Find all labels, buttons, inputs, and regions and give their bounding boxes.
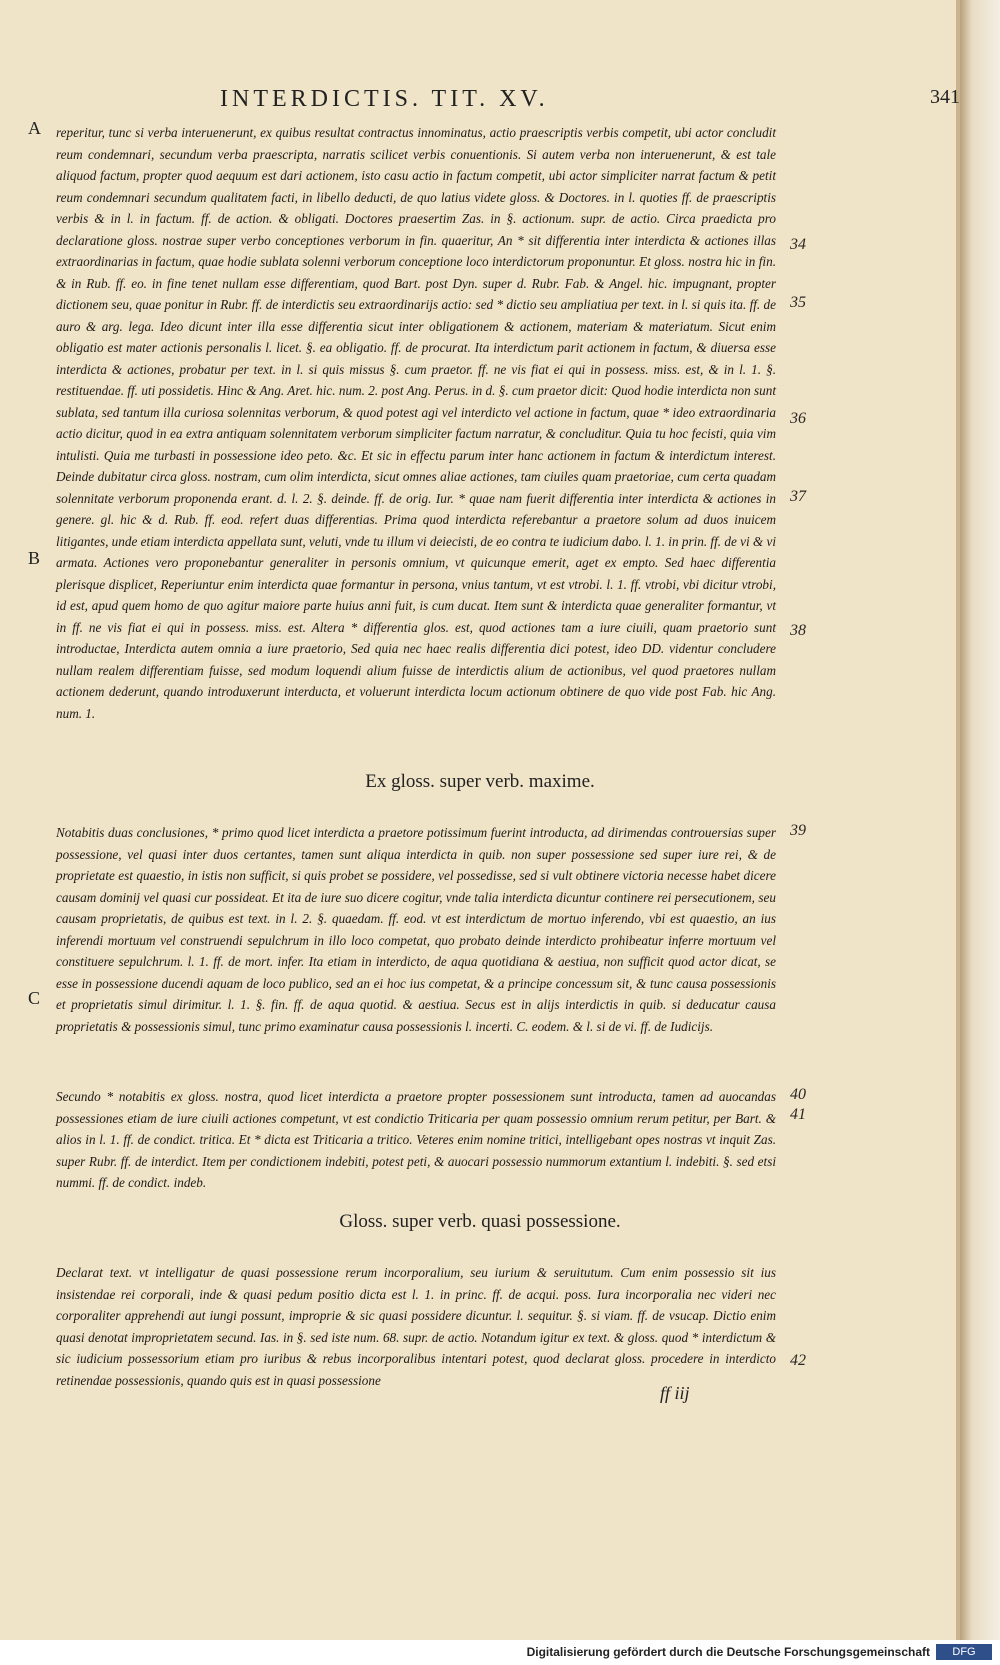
commentary-paragraph-4: Declarat text. vt intelligatur de quasi possessione rerum incorporalium, seu iurium & seruitutum. Cum enim possessio sit ius insistendae rei corporali, inde & quasi pedum positio dicta est l. 1. in princ. ff. de acqui. poss. Iura incorporalia nec videri nec corporaliter apprehendi aut iungi possunt, improprie & sic quasi possidere dicuntur. l. sequitur. §. si viam. ff. de vsucap. Dictio enim quasi denotat improprietatem secund. Ias. in §. sed iste num. 68. supr. de actio. Notandum igitur ex text. & gloss. quod * interdictum & sic iudicium possessorium etiam pro iuribus & rebus incorporalibus intentari potest, quod declarat gloss. procedere in interdicto retinendae possessionis, quando quis est in quasi possessione: [56, 1265, 776, 1388]
dfg-logo: DFG: [936, 1644, 992, 1660]
margin-marker-b: B: [28, 548, 41, 568]
page-edge: [960, 0, 1000, 1640]
margin-number: 41: [790, 1106, 806, 1123]
section-heading-2: Gloss. super verb. quasi possessione.: [339, 1211, 621, 1232]
margin-number: 37: [790, 488, 806, 505]
commentary-paragraph-2: Notabitis duas conclusiones, * primo quod licet interdicta a praetore potissimum fuerint introducta, ad dirimendas controuersias super possessione, vel quasi inter duos certantes, tamen sunt aliqua interdicta in quib. non super possessione sed super iure rei, & de proprietate est quaestio, in istis non sufficit, si quis probet se possidere, vel possedisse, sed si vult obtinere victoria necesse habet dicere causam dominij vel quasi cur possideat. Et ita de iure suo dicere cogitur, vnde talia interdicta dicuntur continere rei persecutionem, seu causam proprietatis, de quibus est text. in l. 2. §. quaedam. ff. eod. vt est interdictum de mortuo inferendo, vbi est quaestio, an ius inferendi mortuum vel construendi sepulchrum in illo loco competat, quo probato deinde interdicto prohibeatur inferre mortuum vel constituere sepulchrum. l. 1. ff. de mort. infer. Ita etiam in interdicto, de aqua quotidiana & aestiua, non sufficit quod actor dicat, se esse in possessione ducendi aquam de loco publico, sed an ei hoc ius competat, & a principe concessum sit, & tunc causa possessionis et proprietatis simul dirimitur. l. 1. §. fin. ff. de aqua quotid. & aestiua. Secus est in alijs interdictis in quib. si deducatur causa proprietatis & possessionis simul, tunc primo examinatur causa possessionis l. incerti. C. eodem. & l. si de vi. ff. de Iudicijs.: [56, 825, 776, 1034]
footer-credit: Digitalisierung gefördert durch die Deutsche Forschungsgemeinschaft: [526, 1645, 930, 1659]
margin-marker-c: C: [28, 988, 41, 1008]
commentary-paragraph-1: reperitur, tunc si verba interuenerunt, ex quibus resultat contractus innominatus, actio praescriptis verbis competit, ubi actor concludit reum condemnari, secundum verba praescripta, narratis scilicet verbis conuentionis. Si autem verba non interuenerunt, & est tale aliquod factum, propter quod aequum est dari actionem, isto casu actio in factum competit, ubi actor simpliciter narrat factum & petit reum condemnari secundum qualitatem facti, in libello deducti, de quo latius videte gloss. & Doctores. in l. quoties ff. de praescriptis verbis & in l. in factum. ff. de action. & obligati. Doctores praesertim Zas. in §. actionum. supr. de actio. Circa praedicta pro declaratione gloss. nostrae super verbo conceptiones verborum in fin. quaeritur, An * sit differentia inter interdicta & actiones illas extraordinarias in factum, quae hodie sublata solenni verborum conceptione loco interdictorum proponuntur. Et gloss. nostra hic in fin. & in Rub. ff. eo. in fine tenet nullam esse differentiam, quod Bart. post Dyn. super d. Rubr. Fab. & Angel. hic. impugnant, propter dictionem seu, quae ponitur in Rubr. ff. de interdictis seu extraordinarijs actio: sed * dictio seu ampliatiua per text. in l. si quis ita. ff. de auro & arg. lega. Ideo dicunt inter illa esse differentia sicut inter obligationem & actionem, materiam & materiatum. Sicut enim obligatio est mater actionis personalis l. licet. §. ea obligatio. ff. de procurat. Ita interdictum parit actionem in factum, & diuersa esse interdicta & actiones, probatur per text. in l. si quis missus §. cum praetor. ff. ne vis fiat ei qui in possess. miss. est, & in l. 1. §. restituendae. ff. uti possidetis. Hinc & Ang. Aret. hic. num. 2. post Ang. Perus. in d. §. cum praetor dicit: Quod hodie interdicta non sunt sublata, sed tantum illa curiosa solennitas verborum, & quod potest agi vel interdicto vel actione in factum, quae * ideo extraordinaria actio dicitur, quod in ea extra antiquam solennitatem verborum simpliciter factum narratur, & concluditur. Quia tu hoc fecisti, quia vim intulisti. Quia me turbasti in possessione ideo peto. &c. Et sic in effectu parum inter hanc actionem in factum & interdictum interest. Deinde dubitatur circa gloss. nostram, cum olim interdicta, sicut omnes aliae actiones, tam ciuiles quam praetoriae, cum certa quadam solennitate verborum proponenda erant. d. l. 2. §. deinde. ff. de orig. Iur. * quae nam fuerit differentia inter interdicta & actiones in genere. gl. hic & d. Rub. ff. eod. refert duas differentias. Prima quod interdicta referebantur a praetore solum ad duos inuicem litigantes, unde etiam interdicta appellata sunt, veluti, vnde tu illum vi deiecisti, de eo contra te iudicium dabo. l. 1. in prin. ff. de vi & vi armata. Actiones vero proponebantur generaliter in personis omnium, vt quicunque emerit, aget ex empto. Sed haec differentia plerisque displicet, Reperiuntur enim interdicta quae formantur in persona, vnius tantum, vt est vtrobi. l. 1. ff. vtrobi, vbi dicitur vtrobi, id est, apud quem homo de quo agitur maiore parte huius anni fuit, is cum ducat. Item sunt & interdicta quae generaliter formantur, vt in ff. ne vis fiat ei qui in possess. miss. est. Altera * differentia glos. est, quod actiones tam a iure ciuili, quam praetorio sunt introductae, Interdicta autem omnia a iure praetorio, Sed quia nec haec realis differentia dici potest, ideo DD. videntur concludere nullam realem differentiam fuisse, sed modum loquendi alium fuisse de interdictis alium de actionibus, vel quod praetores nullam actionem dederunt, quando introduxerunt interducta, et voluerunt interdicta locum actionum obtinere de quo vide post Fab. hic Ang. num. 1.: [56, 125, 776, 721]
running-header: [220, 86, 960, 113]
margin-number: 42: [790, 1352, 806, 1369]
signature-mark: ff iij: [660, 1383, 690, 1403]
header-title: INTERDICTIS. TIT. XV.: [220, 86, 549, 112]
commentary-paragraph-3: Secundo * notabitis ex gloss. nostra, quod licet interdicta a praetore propter possessionem sunt introducta, tamen ad auocandas possessiones etiam de iure ciuili actiones competunt, vt est condictio Triticaria per quam possessio omnium rerum petitur, per Bart. & alios in l. 1. ff. de condict. tritica. Et * dicta est Triticaria a tritico. Veteres enim nomine tritici, intelligebant opes nostras vt inquit Zas. super Rubr. ff. de interdict. Item per condictionem indebiti, potest peti, & auocari possessio nummorum extantium l. indebiti. §. sed etsi nummi. ff. de condict. indeb.: [56, 1089, 776, 1190]
section-heading-1: Ex gloss. super verb. maxime.: [365, 771, 595, 792]
margin-number: 34: [790, 236, 806, 253]
page-number: 341: [930, 86, 960, 108]
margin-number: 39: [790, 822, 806, 839]
margin-marker-a: A: [28, 118, 41, 138]
footer-bar: [0, 1640, 1000, 1665]
margin-number: 38: [790, 622, 806, 639]
margin-number: 40: [790, 1086, 806, 1103]
margin-number: 35: [790, 294, 806, 311]
margin-number: 36: [790, 410, 806, 427]
